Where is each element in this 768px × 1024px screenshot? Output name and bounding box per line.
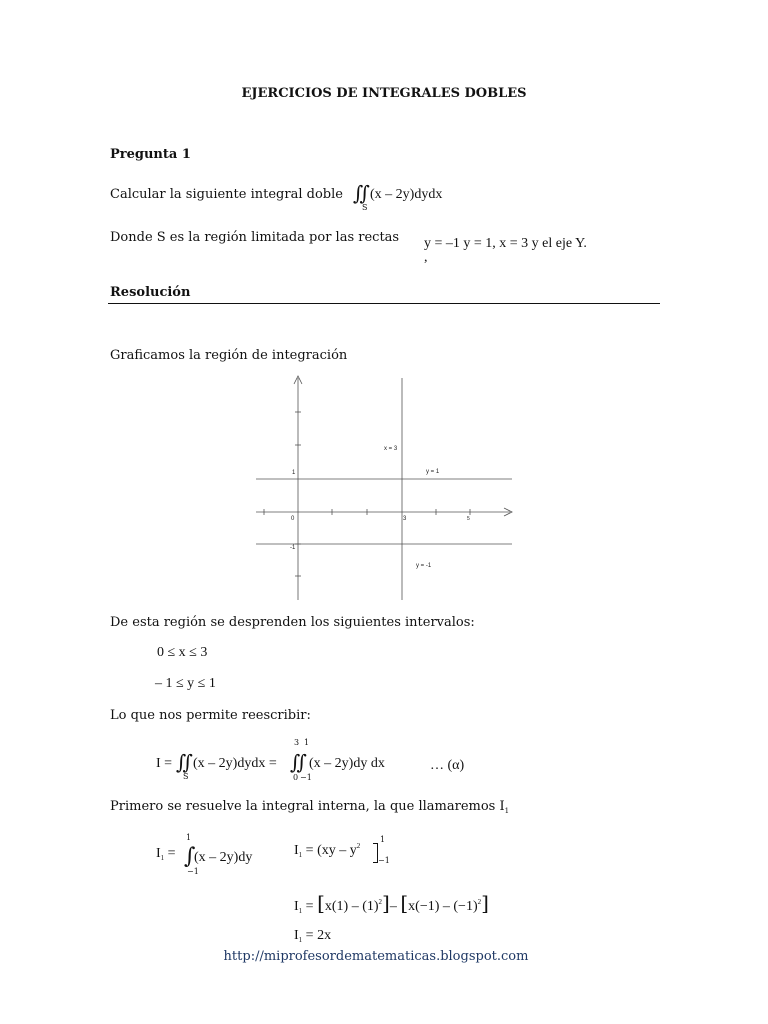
eq-lower-outer: 0 bbox=[293, 773, 299, 782]
intervals-intro: De esta región se desprenden los siguientes intervalos: bbox=[110, 615, 475, 630]
i1-integral-symbol: ∫ bbox=[184, 844, 196, 869]
i1-step1: $I_1 = (xy - y^2$ bbox=[294, 842, 361, 859]
double-integral-symbol: ∬ bbox=[353, 181, 371, 205]
region-text: Donde S es la región limitada por las rectas bbox=[110, 230, 400, 245]
graph-intro: Graficamos la región de integración bbox=[110, 348, 348, 363]
eq-iterated-integral-symbol: ∬ bbox=[290, 750, 308, 774]
inner-intro: Primero se resuelve la integral interna, la que llamaremos $I_1$ bbox=[110, 799, 510, 815]
i1-def-upper: 1 bbox=[186, 833, 192, 842]
resolution-heading: Resolución bbox=[110, 285, 191, 300]
label-ym1: y = -1 bbox=[416, 563, 432, 569]
tick-label-3: 3 bbox=[403, 516, 407, 522]
region-subscript: S bbox=[362, 203, 368, 212]
tick-label-0: 0 bbox=[291, 516, 295, 522]
section-rule bbox=[108, 303, 660, 304]
i1-step3: $I_1 = 2x$ bbox=[294, 928, 332, 944]
tick-label-1: 1 bbox=[292, 470, 296, 476]
i1-def-rest: (x – 2y)dy bbox=[194, 850, 253, 865]
label-x3: x = 3 bbox=[384, 446, 398, 452]
eq-double-integral-symbol: ∬ bbox=[176, 750, 194, 774]
i1-def-lower: −1 bbox=[187, 867, 199, 876]
region-graph bbox=[250, 372, 520, 604]
question-text: Calcular la siguiente integral doble bbox=[110, 187, 343, 202]
eq-main-mid: (x – 2y)dydx = bbox=[193, 756, 277, 771]
interval-x: 0 ≤ x ≤ 3 bbox=[157, 645, 208, 660]
label-y1: y = 1 bbox=[426, 469, 440, 475]
region-lines: y = –1 y = 1, x = 3 y el eje Y. bbox=[424, 236, 587, 251]
interval-y: – 1 ≤ y ≤ 1 bbox=[155, 676, 216, 691]
i1-step2: $I_1 = [x(1) - (1)^2]-$ $[x(-1) - (-1)^2]$ bbox=[294, 891, 489, 915]
eq-main-lhs: I = bbox=[156, 756, 173, 771]
i1-definition-label: $I_1$ = bbox=[156, 846, 176, 862]
page-title: EJERCICIOS DE INTEGRALES DOBLES bbox=[241, 86, 527, 101]
eq-upper-outer: 3 bbox=[294, 738, 300, 747]
i1-step1-upper: 1 bbox=[380, 835, 386, 844]
rewrite-intro: Lo que nos permite reescribir: bbox=[110, 708, 311, 723]
eq-region-subscript: S bbox=[183, 772, 189, 781]
stray-comma: , bbox=[424, 250, 428, 265]
eq-label: … (α) bbox=[430, 758, 465, 773]
question-integrand: (x – 2y)dydx bbox=[370, 187, 443, 202]
eq-main-rhs: (x – 2y)dy dx bbox=[309, 756, 385, 771]
i1-step1-lower: −1 bbox=[378, 856, 390, 865]
eq-lower-inner: −1 bbox=[300, 773, 312, 782]
tick-label-5: 5 bbox=[467, 516, 470, 522]
tick-label-minus-1: -1 bbox=[290, 545, 296, 551]
footer-url-link[interactable]: http://miprofesordematematicas.blogspot.com bbox=[223, 949, 529, 964]
eq-upper-inner: 1 bbox=[304, 738, 310, 747]
question-heading: Pregunta 1 bbox=[110, 147, 191, 162]
